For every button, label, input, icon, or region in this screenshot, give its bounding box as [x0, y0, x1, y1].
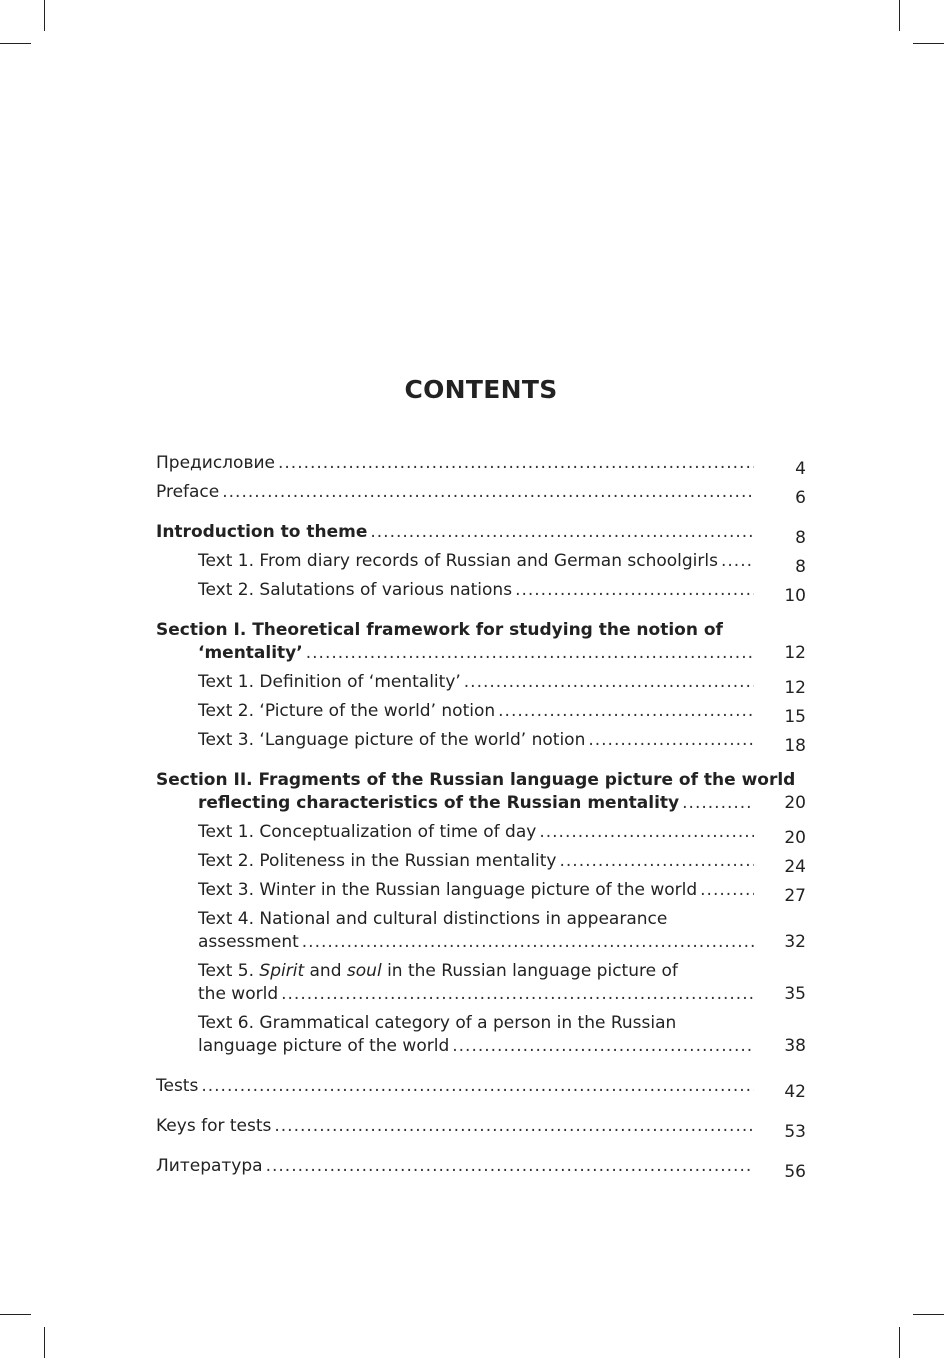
dot-leader	[682, 792, 754, 815]
dot-leader	[274, 1115, 754, 1138]
toc-entry	[156, 908, 806, 960]
toc-entry-title: Section II. Fragments of the Russian language picture of the world	[156, 770, 796, 790]
toc-entry-title-part: Text 5.	[198, 961, 260, 981]
crop-mark	[0, 43, 31, 44]
toc-entry	[156, 1115, 806, 1144]
toc-entry-title: Литература	[156, 1156, 263, 1176]
page-title: CONTENTS	[404, 375, 558, 404]
toc-page-number: 8	[795, 557, 806, 577]
toc-entry-title: Text 1. From diary records of Russian and German schoolgirls	[198, 551, 718, 571]
toc-entry-title-cont: the world	[198, 984, 279, 1004]
toc-entry-title: Text 6. Grammatical category of a person in the Russian	[198, 1013, 677, 1033]
toc-page-number: 42	[784, 1082, 806, 1102]
toc-entry	[156, 550, 806, 579]
crop-mark	[913, 1314, 944, 1315]
dot-leader	[452, 1035, 754, 1058]
toc-entry	[156, 960, 806, 1012]
toc-entry	[156, 1075, 806, 1104]
toc-page-number: 8	[795, 528, 806, 548]
toc-entry	[156, 619, 806, 671]
toc-entry	[156, 769, 806, 821]
dot-leader	[515, 579, 754, 602]
toc-entry	[156, 821, 806, 850]
toc-page-number: 20	[784, 828, 806, 848]
table-of-contents	[156, 452, 806, 1184]
toc-page-number: 53	[784, 1122, 806, 1142]
toc-entry-title-cont: reflecting characteristics of the Russian mentality	[198, 793, 680, 813]
toc-entry	[156, 1155, 806, 1184]
toc-entry-title	[198, 960, 806, 983]
toc-page-number: 6	[795, 488, 806, 508]
toc-page-number: 32	[784, 932, 806, 952]
toc-entry-title: Tests	[156, 1076, 199, 1096]
toc-entry-title: Text 1. Conceptualization of time of day	[198, 822, 537, 842]
toc-page-number: 12	[784, 643, 806, 663]
toc-page-number: 38	[784, 1036, 806, 1056]
toc-entry-title: Keys for tests	[156, 1116, 272, 1136]
toc-entry	[156, 700, 806, 729]
toc-entry-title: Text 2. Politeness in the Russian mentality	[198, 851, 557, 871]
toc-entry-title: Preface	[156, 482, 220, 502]
dot-leader	[370, 521, 754, 544]
dot-leader	[539, 821, 754, 844]
dot-leader	[721, 550, 754, 573]
dot-leader	[464, 671, 754, 694]
toc-page-number: 56	[784, 1162, 806, 1182]
toc-entry-title: Text 2. ‘Picture of the world’ notion	[198, 701, 496, 721]
dot-leader	[222, 481, 754, 504]
toc-entry-title: Text 4. National and cultural distinctions in appearance	[198, 909, 668, 929]
toc-page-number: 4	[795, 459, 806, 479]
toc-page-number: 10	[784, 586, 806, 606]
toc-page-number: 27	[784, 886, 806, 906]
dot-leader	[281, 983, 754, 1006]
toc-entry	[156, 481, 806, 510]
toc-entry-title-italic: Spirit	[259, 961, 305, 981]
toc-page-number: 35	[784, 984, 806, 1004]
toc-page-number: 15	[784, 707, 806, 727]
toc-entry-title-cont: assessment	[198, 932, 299, 952]
crop-mark	[899, 1327, 900, 1358]
toc-entry-title: Text 3. Winter in the Russian language picture of the world	[198, 880, 698, 900]
toc-entry-title: Предисловие	[156, 453, 275, 473]
toc-page-number: 12	[784, 678, 806, 698]
toc-entry	[156, 452, 806, 481]
toc-entry-title-italic: soul	[346, 961, 382, 981]
toc-entry-title-part: in the Russian language picture of	[381, 961, 678, 981]
toc-entry	[156, 850, 806, 879]
toc-entry	[156, 579, 806, 608]
dot-leader	[588, 729, 754, 752]
dot-leader	[700, 879, 754, 902]
crop-mark	[899, 0, 900, 31]
crop-mark	[913, 43, 944, 44]
crop-mark	[44, 0, 45, 31]
toc-entry	[156, 671, 806, 700]
toc-entry-title-cont: language picture of the world	[198, 1036, 450, 1056]
dot-leader	[278, 452, 754, 475]
dot-leader	[560, 850, 755, 873]
toc-entry-title: Introduction to theme	[156, 522, 368, 542]
toc-entry-title: Text 1. Definition of ‘mentality’	[198, 672, 461, 692]
dot-leader	[302, 931, 754, 954]
toc-entry	[156, 729, 806, 758]
toc-page-number: 24	[784, 857, 806, 877]
crop-mark	[44, 1327, 45, 1358]
dot-leader	[201, 1075, 754, 1098]
toc-entry-title-part: and	[304, 961, 347, 981]
toc-entry-title: Text 3. ‘Language picture of the world’ notion	[198, 730, 586, 750]
toc-entry	[156, 879, 806, 908]
crop-mark	[0, 1314, 31, 1315]
toc-entry	[156, 1012, 806, 1064]
dot-leader	[266, 1155, 754, 1178]
toc-page-number: 18	[784, 736, 806, 756]
toc-entry-title: Text 2. Salutations of various nations	[198, 580, 513, 600]
dot-leader	[498, 700, 754, 723]
toc-entry-title: Section I. Theoretical framework for studying the notion of	[156, 620, 723, 640]
toc-entry-title-cont: ‘mentality’	[198, 643, 303, 663]
toc-page-number: 20	[784, 793, 806, 813]
toc-entry	[156, 521, 806, 550]
dot-leader	[306, 642, 754, 665]
